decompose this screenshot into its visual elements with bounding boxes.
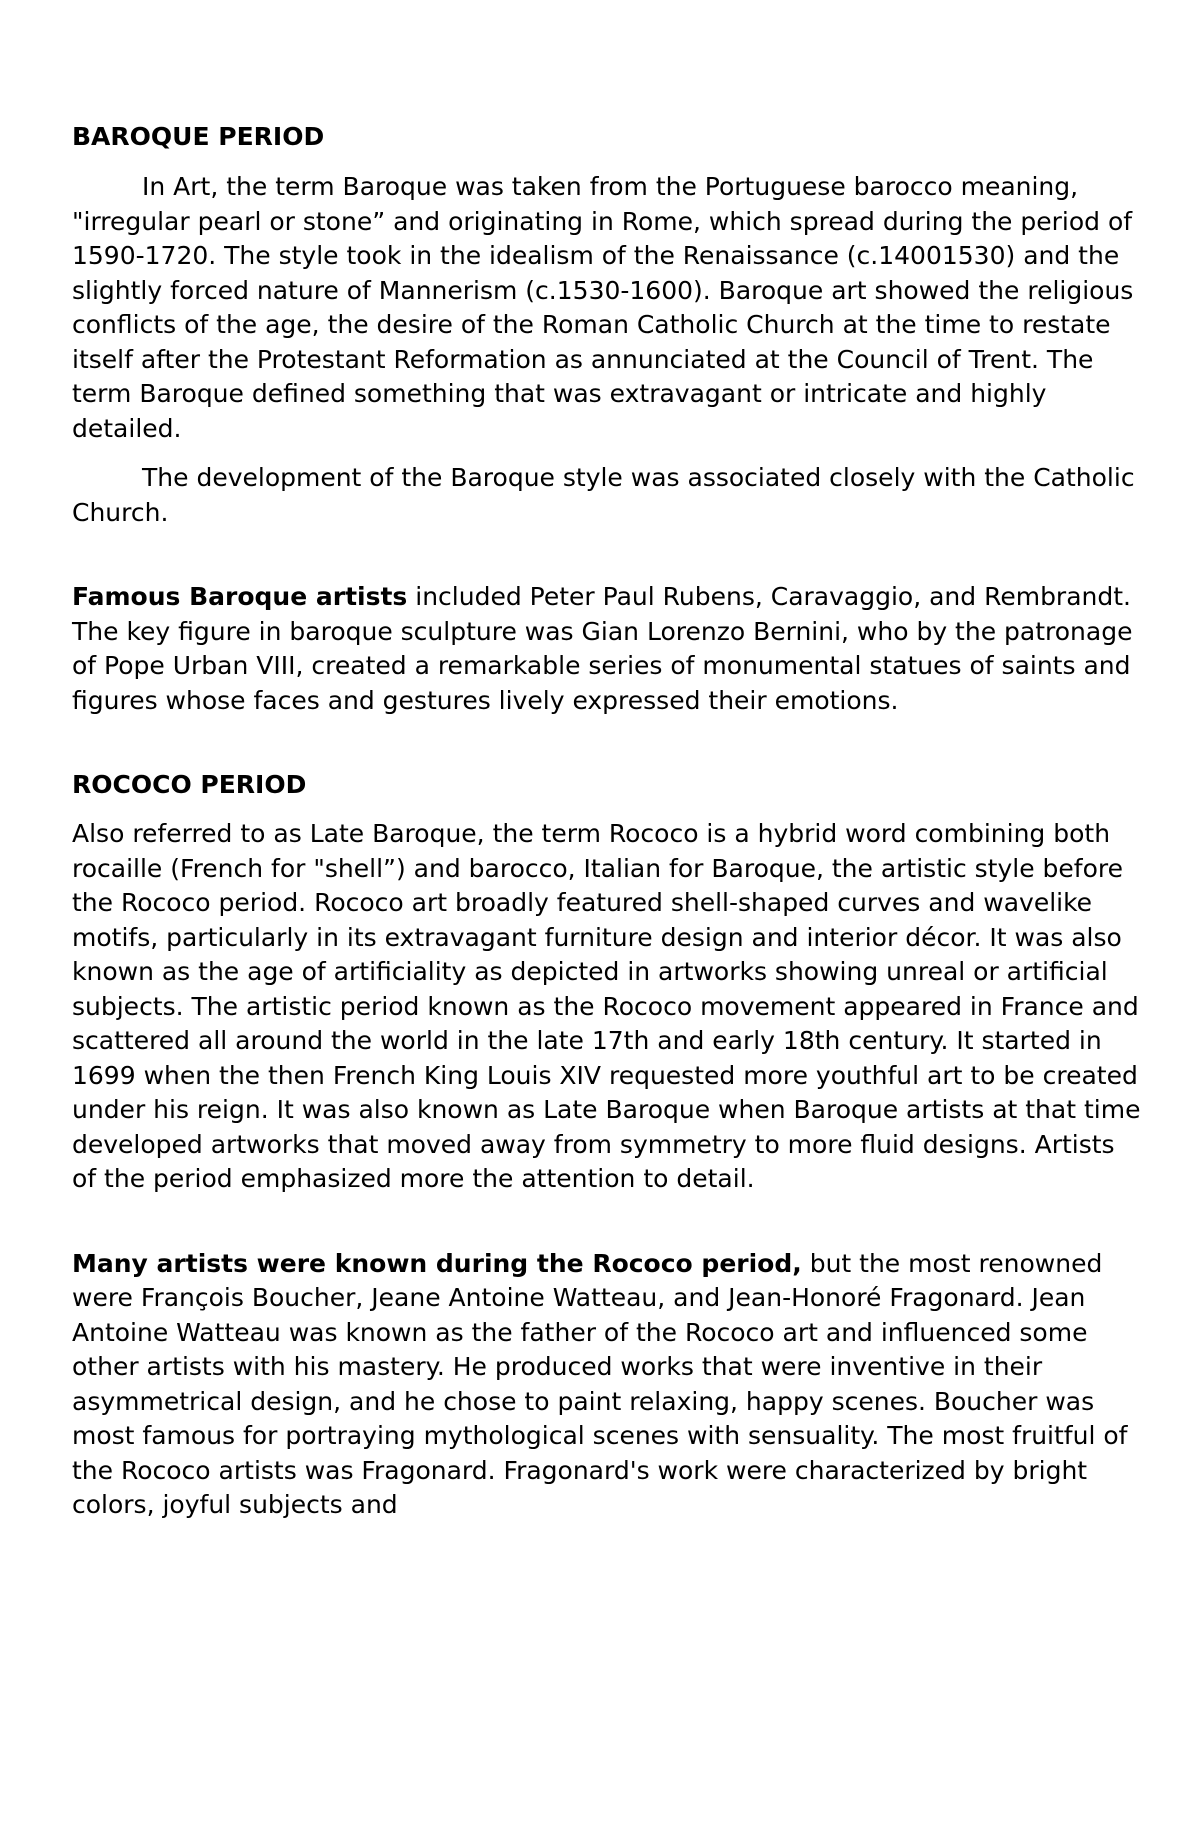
rococo-paragraph-1: Also referred to as Late Baroque, the term Rococo is a hybrid word combining both rocaille (French for "shell”) and barocco, Italian for Baroque, the artistic style before the Rococo period. Rococo art broadly featured shell-shaped curves and wavelike motifs, particularly in its extravagant furniture design and interior décor. It was also known as the age of artificiality as depicted in artworks showing unreal or artificial subjects. The artistic period known as the Rococo movement appeared in France and scattered all around the world in the late 17th and early 18th century. It started in 1699 when the then French King Louis XIV requested more youthful art to be created under his reign. It was also known as Late Baroque when Baroque artists at that time developed artworks that moved away from symmetry to more fluid designs. Artists of the period emphasized more the attention to detail. <box>72 819 1141 1193</box>
baroque-artists-lead: Famous Baroque artists <box>72 582 408 611</box>
baroque-artists-text: included Peter Paul Rubens, Caravaggio, and Rembrandt. The key figure in baroque sculpture was Gian Lorenzo Bernini, who by the patronage of Pope Urban VIII, created a remarkable series of monumental statues of saints and figures whose faces and gestures lively expressed their emotions. <box>72 582 1133 715</box>
baroque-heading: BAROQUE PERIOD <box>72 122 325 151</box>
rococo-artists-lead: Many artists were known during the Rococo period, <box>72 1248 802 1278</box>
rococo-artists-paragraph <box>72 1247 1142 1523</box>
rococo-heading: ROCOCO PERIOD <box>72 770 307 799</box>
rococo-artists-text: but the most renowned were François Boucher, Jeane Antoine Watteau, and Jean-Honoré Fragonard. Jean Antoine Watteau was known as the father of the Rococo art and influenced some other artists with his mastery. He produced works that were inventive in their asymmetrical design, and he chose to paint relaxing, happy scenes. Boucher was most famous for portraying mythological scenes with sensuality. The most fruitful of the Rococo artists was Fragonard. Fragonard's work were characterized by bright colors, joyful subjects and <box>72 1248 1128 1519</box>
document-page <box>72 120 1142 1523</box>
baroque-paragraph-1: In Art, the term Baroque was taken from the Portuguese barocco meaning, "irregular pearl or stone” and originating in Rome, which spread during the period of 1590-1720. The style took in the idealism of the Renaissance (c.14001530) and the slightly forced nature of Mannerism (c.1530-1600). Baroque art showed the religious conflicts of the age, the desire of the Roman Catholic Church at the time to restate itself after the Protestant Reformation as annunciated at the Council of Trent. The term Baroque defined something that was extravagant or intricate and highly detailed. <box>72 172 1134 443</box>
baroque-paragraph-2: The development of the Baroque style was associated closely with the Catholic Church. <box>72 463 1135 527</box>
baroque-artists-paragraph <box>72 580 1142 718</box>
